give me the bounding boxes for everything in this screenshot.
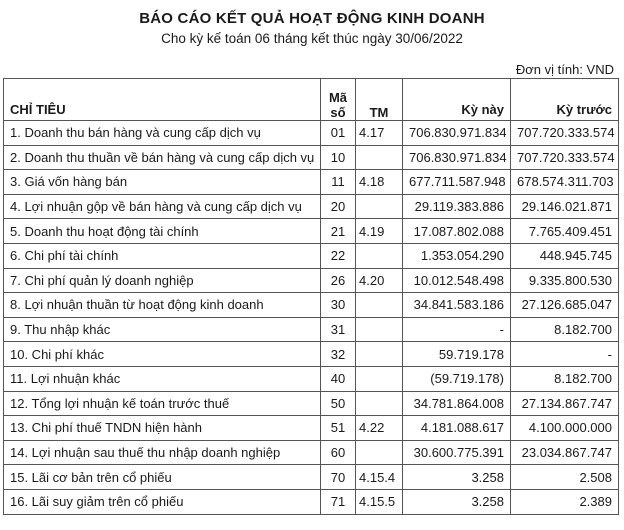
row-code: 22: [321, 243, 356, 268]
row-code: 51: [321, 416, 356, 441]
row-name: 3. Giá vốn hàng bán: [4, 170, 321, 195]
row-name: 5. Doanh thu hoạt động tài chính: [4, 219, 321, 244]
row-code: 71: [321, 489, 356, 514]
table-row: [4, 391, 619, 416]
row-name: 16. Lãi suy giảm trên cổ phiếu: [4, 489, 321, 514]
row-code: 30: [321, 293, 356, 318]
row-previous: 2.508: [511, 465, 619, 490]
row-current: (59.719.178): [403, 366, 511, 391]
row-name: 15. Lãi cơ bản trên cổ phiếu: [4, 465, 321, 490]
row-current: 677.711.587.948: [403, 170, 511, 195]
column-header-code-line1: Mã: [328, 90, 348, 105]
row-current: 34.841.583.186: [403, 293, 511, 318]
row-code: 50: [321, 391, 356, 416]
row-current: 706.830.971.834: [403, 145, 511, 170]
row-previous: 23.034.867.747: [511, 440, 619, 465]
row-current: 29.119.383.886: [403, 194, 511, 219]
table-row: [4, 489, 619, 514]
table-row: [4, 293, 619, 318]
row-code: 70: [321, 465, 356, 490]
row-tm: [356, 366, 403, 391]
column-header-code: [321, 79, 356, 121]
row-previous: 2.389: [511, 489, 619, 514]
row-current: 59.719.178: [403, 342, 511, 367]
row-tm: 4.18: [356, 170, 403, 195]
row-name: 8. Lợi nhuận thuần từ hoạt động kinh doanh: [4, 293, 321, 318]
row-previous: 707.720.333.574: [511, 145, 619, 170]
table-row: [4, 145, 619, 170]
row-code: 40: [321, 366, 356, 391]
row-code: 21: [321, 219, 356, 244]
table-row: [4, 416, 619, 441]
row-code: 11: [321, 170, 356, 195]
report-title: BÁO CÁO KẾT QUẢ HOẠT ĐỘNG KINH DOANH: [139, 10, 485, 27]
row-name: 13. Chi phí thuế TNDN hiện hành: [4, 416, 321, 441]
row-current: 10.012.548.498: [403, 268, 511, 293]
row-current: -: [403, 317, 511, 342]
row-previous: -: [511, 342, 619, 367]
row-code: 31: [321, 317, 356, 342]
row-name: 12. Tổng lợi nhuận kế toán trước thuế: [4, 391, 321, 416]
row-code: 60: [321, 440, 356, 465]
row-current: 30.600.775.391: [403, 440, 511, 465]
table-row: [4, 342, 619, 367]
table-row: [4, 440, 619, 465]
row-code: 01: [321, 121, 356, 146]
table-row: [4, 121, 619, 146]
table-row: [4, 366, 619, 391]
row-name: 14. Lợi nhuận sau thuế thu nhập doanh nghiệp: [4, 440, 321, 465]
row-tm: [356, 391, 403, 416]
row-name: 4. Lợi nhuận gộp về bán hàng và cung cấp dịch vụ: [4, 194, 321, 219]
row-code: 20: [321, 194, 356, 219]
column-header-code-line2: số: [330, 105, 346, 120]
row-tm: 4.22: [356, 416, 403, 441]
row-code: 10: [321, 145, 356, 170]
row-current: 17.087.802.088: [403, 219, 511, 244]
table-body: [4, 121, 619, 515]
table-row: [4, 170, 619, 195]
row-tm: [356, 317, 403, 342]
row-name: 2. Doanh thu thuần về bán hàng và cung cấp dịch vụ: [4, 145, 321, 170]
row-current: 706.830.971.834: [403, 121, 511, 146]
row-name: 9. Thu nhập khác: [4, 317, 321, 342]
row-tm: 4.15.5: [356, 489, 403, 514]
row-previous: 8.182.700: [511, 366, 619, 391]
row-previous: 678.574.311.703: [511, 170, 619, 195]
row-tm: 4.17: [356, 121, 403, 146]
row-previous: 27.126.685.047: [511, 293, 619, 318]
row-current: 3.258: [403, 489, 511, 514]
column-header-name: CHỈ TIÊU: [4, 79, 321, 121]
row-tm: [356, 342, 403, 367]
row-current: 1.353.054.290: [403, 243, 511, 268]
table-row: [4, 243, 619, 268]
row-current: 3.258: [403, 465, 511, 490]
row-current: 34.781.864.008: [403, 391, 511, 416]
income-statement-table: [3, 78, 619, 515]
row-tm: 4.15.4: [356, 465, 403, 490]
row-previous: 707.720.333.574: [511, 121, 619, 146]
row-previous: 29.146.021.871: [511, 194, 619, 219]
row-tm: [356, 293, 403, 318]
row-name: 7. Chi phí quản lý doanh nghiệp: [4, 268, 321, 293]
row-current: 4.181.088.617: [403, 416, 511, 441]
row-code: 32: [321, 342, 356, 367]
row-tm: [356, 194, 403, 219]
row-previous: 448.945.745: [511, 243, 619, 268]
row-name: 1. Doanh thu bán hàng và cung cấp dịch vụ: [4, 121, 321, 146]
row-previous: 9.335.800.530: [511, 268, 619, 293]
table-header-row: [4, 79, 619, 121]
table-row: [4, 317, 619, 342]
row-previous: 7.765.409.451: [511, 219, 619, 244]
row-previous: 27.134.867.747: [511, 391, 619, 416]
row-previous: 8.182.700: [511, 317, 619, 342]
row-name: 6. Chi phí tài chính: [4, 243, 321, 268]
column-header-previous: Kỳ trước: [511, 79, 619, 121]
table-row: [4, 465, 619, 490]
row-code: 26: [321, 268, 356, 293]
row-tm: 4.20: [356, 268, 403, 293]
table-row: [4, 268, 619, 293]
row-tm: [356, 243, 403, 268]
report-subtitle: Cho kỳ kế toán 06 tháng kết thúc ngày 30/06/2022: [161, 31, 463, 46]
currency-unit: Đơn vị tính: VND: [515, 62, 614, 77]
row-previous: 4.100.000.000: [511, 416, 619, 441]
table-row: [4, 194, 619, 219]
column-header-tm: TM: [356, 79, 403, 121]
table-row: [4, 219, 619, 244]
column-header-current: Kỳ này: [403, 79, 511, 121]
row-tm: 4.19: [356, 219, 403, 244]
row-name: 11. Lợi nhuận khác: [4, 366, 321, 391]
row-name: 10. Chi phí khác: [4, 342, 321, 367]
row-tm: [356, 145, 403, 170]
row-tm: [356, 440, 403, 465]
